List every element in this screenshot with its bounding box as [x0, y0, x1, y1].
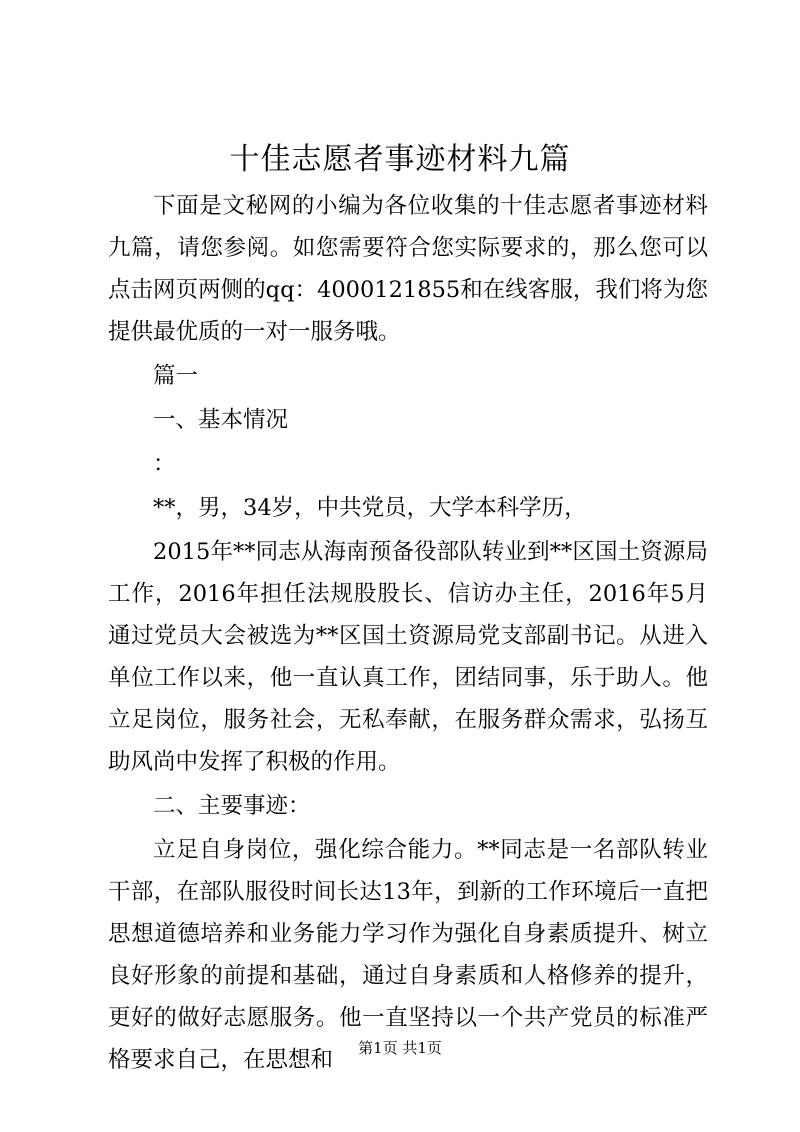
- paragraph-colon: ：: [153, 451, 176, 477]
- paragraph-basic-info-heading: 一、基本情况: [153, 407, 289, 433]
- paragraph-main-deeds-heading: 二、主要事迹：: [153, 793, 311, 819]
- paragraph-intro: 下面是文秘网的小编为各位收集的十佳志愿者事迹材料九篇，请您参阅。如您需要符合您实际要求的，那么您可以点击网页两侧的qq：4000121855和在线客服，我们将为您提供最优质的一对一服务哦。: [108, 193, 708, 345]
- paragraph-main-deeds: 立足自身岗位，强化综合能力。**同志是一名部队转业干部，在部队服役时间长达13年，到新的工作环境后一直把思想道德培养和业务能力学习作为强化自身素质提升、树立良好形象的前提和基础，通过自身素质和人格修养的提升，更好的做好志愿服务。他一直坚持以一个共产党员的标准严格要求自己，在思想和: [108, 837, 708, 1073]
- paragraph-section-heading: 篇一: [153, 363, 199, 389]
- paragraph-background: 2015年**同志从海南预备役部队转业到**区国土资源局工作，2016年担任法规股股长、信访办主任，2016年5月通过党员大会被选为**区国土资源局党支部副书记。从进入单位工作以来，他一直认真工作，团结同事，乐于助人。他立足岗位，服务社会，无私奉献，在服务群众需求，弘扬互助风尚中发挥了积极的作用。: [108, 539, 708, 775]
- paragraph-profile: **，男，34岁，中共党员，大学本科学历，: [153, 495, 587, 521]
- document-body: [108, 185, 708, 1083]
- page-number-footer: 第1页 共1页: [358, 1039, 442, 1057]
- document-title: 十佳志愿者事迹材料九篇: [229, 142, 571, 177]
